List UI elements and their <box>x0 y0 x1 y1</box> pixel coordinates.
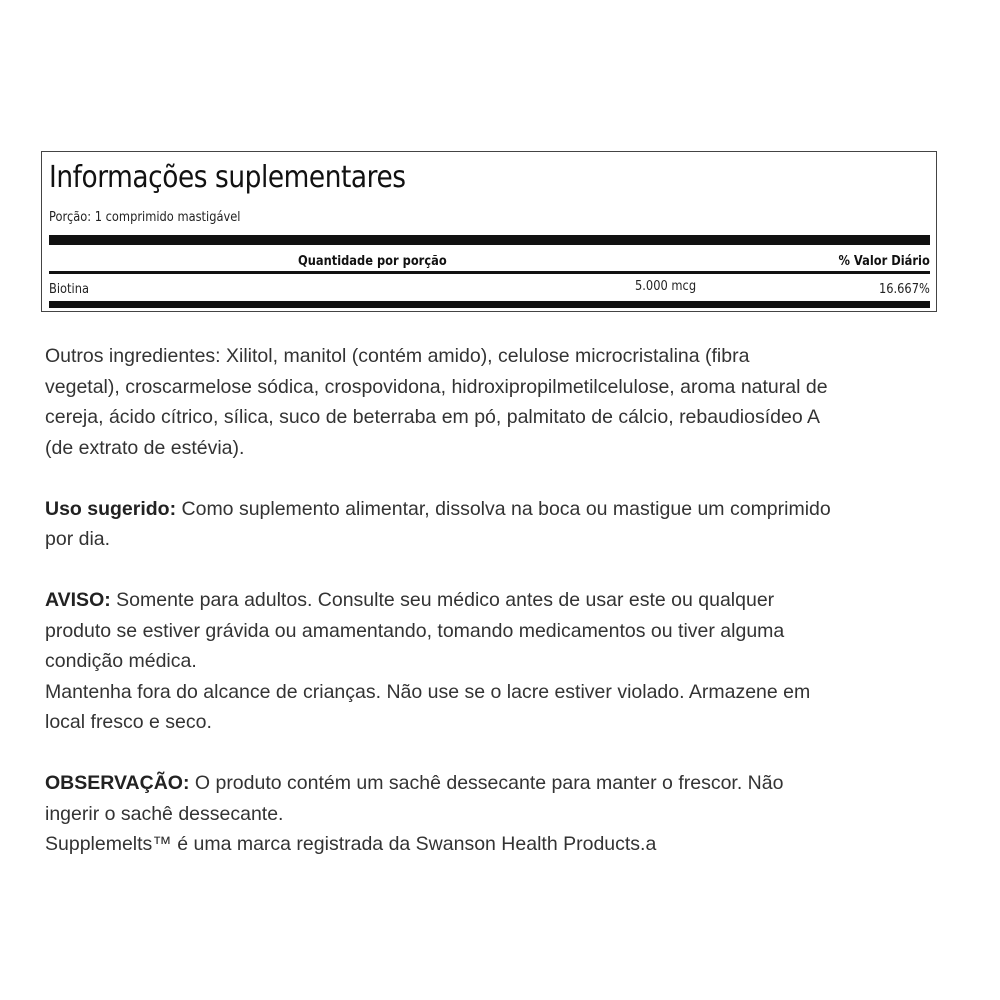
text-line: por dia. <box>45 528 111 550</box>
text-line: (de extrato de estévia). <box>45 436 245 459</box>
text-run: Somente para adultos. Consulte seu médico antes de usar este ou qualquer <box>110 589 775 611</box>
section-label: OBSERVAÇÃO: <box>45 772 190 794</box>
supplement-facts-panel <box>41 151 937 312</box>
section-label: AVISO: <box>45 589 111 611</box>
warning <box>45 585 965 738</box>
text-line: vegetal), croscarmelose sódica, crospovidona, hidroxipropilmetilcelulose, aroma natural de <box>45 375 828 398</box>
divider-bottom <box>49 301 930 308</box>
text-run: Como suplemento alimentar, dissolva na boca ou mastigue um comprimido <box>176 497 831 520</box>
nutrient-name: Biotina <box>49 282 89 297</box>
divider-header <box>49 271 930 274</box>
text-line: ingerir o sachê dessecante. <box>45 802 284 825</box>
other-ingredients <box>45 341 965 463</box>
text-line <box>45 494 965 525</box>
text-line <box>45 585 965 616</box>
text-line: local fresco e seco. <box>45 711 212 733</box>
serving-size: Porção: 1 comprimido mastigável <box>49 210 241 225</box>
product-description <box>45 341 965 890</box>
text-line <box>45 768 965 799</box>
suggested-use <box>45 494 965 555</box>
text-line: cereja, ácido cítrico, sílica, suco de beterraba em pó, palmitato de cálcio, rebaudiosídeo A <box>45 406 821 428</box>
header-daily-value: % Valor Diário <box>838 254 930 269</box>
panel-title: Informações suplementares <box>49 160 406 195</box>
text-line: condição médica. <box>45 650 197 672</box>
nutrient-daily-value: 16.667% <box>879 282 930 297</box>
text-line: produto se estiver grávida ou amamentando, tomando medicamentos ou tiver alguma <box>45 619 785 642</box>
text-line: Mantenha fora do alcance de crianças. Não use se o lacre estiver violado. Armazene em <box>45 680 811 703</box>
text-line: Outros ingredientes: Xilitol, manitol (contém amido), celulose microcristalina (fibra <box>45 345 750 367</box>
section-label: Uso sugerido: <box>45 497 177 520</box>
nutrient-amount: 5.000 mcg <box>635 279 697 294</box>
note <box>45 768 965 860</box>
text-run: O produto contém um sachê dessecante para manter o frescor. Não <box>189 772 784 794</box>
text-line: Supplemelts™ é uma marca registrada da Swanson Health Products.a <box>45 833 657 855</box>
divider-thick <box>49 235 930 245</box>
header-amount-per-serving: Quantidade por porção <box>298 254 447 269</box>
